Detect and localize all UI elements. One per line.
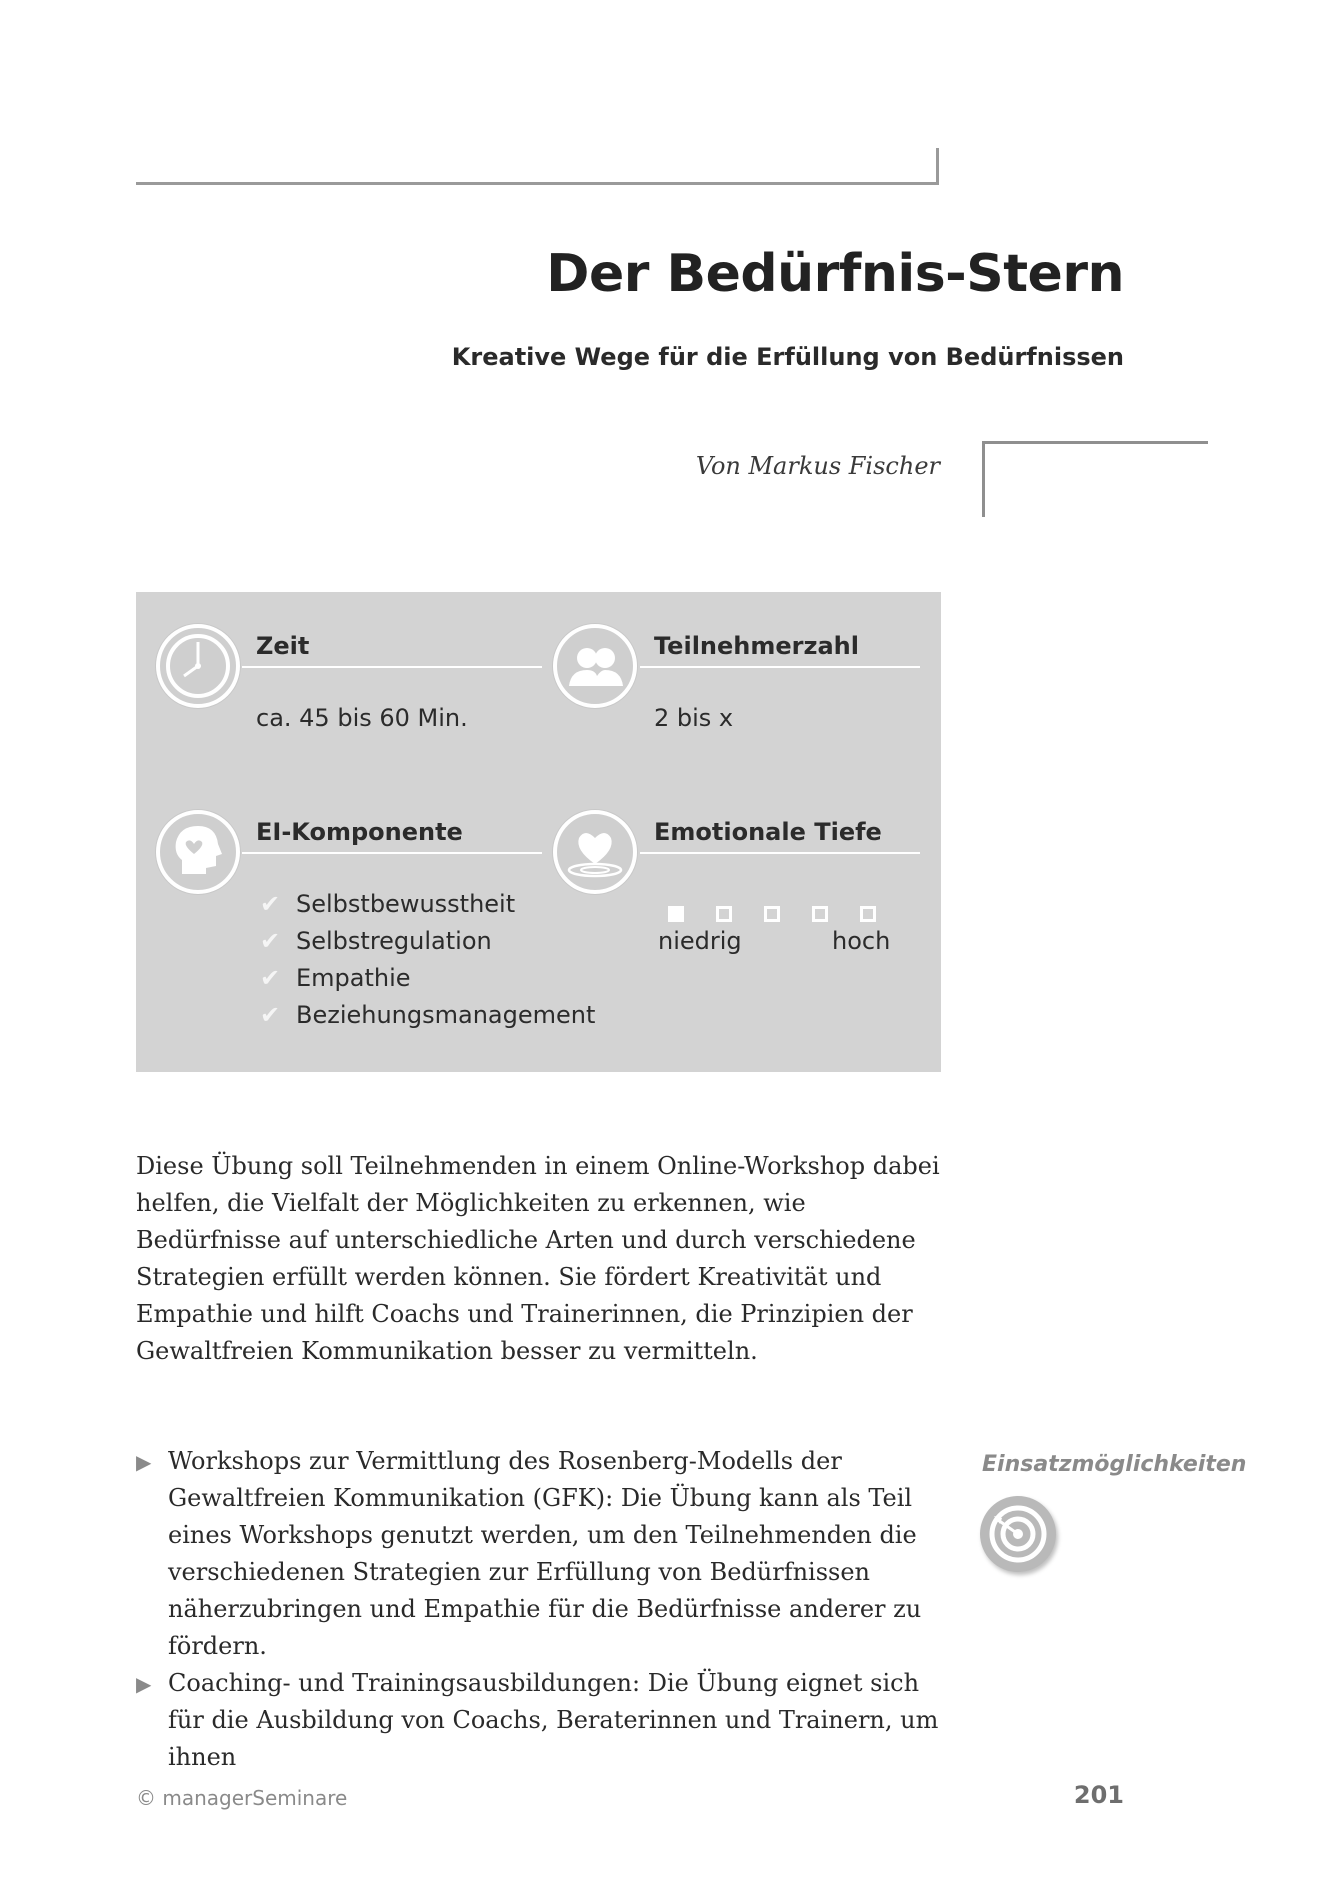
ei-item: ✔ Selbstbewusstheit (260, 890, 516, 918)
zeit-label: Zeit (256, 632, 310, 660)
triangle-bullet-icon: ▶ (136, 1450, 152, 1474)
depth-square-empty (716, 906, 732, 922)
scale-low-label: niedrig (658, 927, 742, 955)
zeit-underline (242, 666, 542, 668)
check-icon: ✔ (260, 1001, 281, 1029)
author-bracket-horizontal (982, 441, 1208, 444)
check-icon: ✔ (260, 964, 281, 992)
list-item (136, 1665, 956, 1776)
einsatz-side-label: Einsatzmöglichkeiten (982, 1452, 1247, 1477)
ei-label: EI-Komponente (256, 818, 463, 846)
target-icon (980, 1496, 1056, 1572)
footer-copyright: © managerSeminare (136, 1786, 348, 1810)
check-icon: ✔ (260, 927, 281, 955)
page-title: Der Bedürfnis-Stern (546, 244, 1124, 304)
tiefe-label: Emotionale Tiefe (654, 818, 882, 846)
check-icon: ✔ (260, 890, 281, 918)
bullet-text: Workshops zur Vermittlung des Rosenberg-Modells der Gewaltfreien Kommunikation (GFK): Die Übung kann als Teil eines Workshops genutzt werden, um den Teilnehmenden die verschiedenen Strategien zur Erfüllung von Bedürfnissen näherzubringen und Empathie für die Bedürfnisse anderer zu fördern. (168, 1447, 922, 1660)
zeit-value: ca. 45 bis 60 Min. (256, 704, 468, 732)
depth-square-filled (668, 906, 684, 922)
scale-high-label: hoch (832, 927, 891, 955)
bullet-text: Coaching- und Trainingsausbildungen: Die Übung eignet sich für die Ausbildung von Coachs, Beraterinnen und Trainern, um ihnen (168, 1669, 939, 1771)
clock-icon (156, 624, 240, 708)
depth-square-empty (812, 906, 828, 922)
teilnehmer-value: 2 bis x (654, 704, 734, 732)
list-item (136, 1443, 956, 1665)
author-bracket-vertical (982, 441, 985, 517)
top-rule-tick (936, 148, 939, 185)
page-number: 201 (1073, 1781, 1124, 1809)
ei-item: ✔ Selbstregulation (260, 927, 492, 955)
ei-item: ✔ Empathie (260, 964, 411, 992)
teilnehmer-label: Teilnehmerzahl (654, 632, 859, 660)
info-box (136, 592, 941, 1072)
depth-square-empty (764, 906, 780, 922)
depth-square-empty (860, 906, 876, 922)
heart-ripple-icon (553, 810, 637, 894)
head-heart-icon (156, 810, 240, 894)
triangle-bullet-icon: ▶ (136, 1672, 152, 1696)
ei-item: ✔ Beziehungsmanagement (260, 1001, 596, 1029)
page-subtitle: Kreative Wege für die Erfüllung von Bedürfnissen (451, 343, 1124, 371)
ei-underline (242, 852, 542, 854)
intro-paragraph: Diese Übung soll Teilnehmenden in einem Online-Workshop dabei helfen, die Vielfalt der Möglichkeiten zu erkennen, wie Bedürfnisse auf unterschiedliche Arten und durch verschiedene Strategien erfüllt werden können. Sie fördert Kreativität und Empathie und hilft Coachs und Trainerinnen, die Prinzipien der Gewaltfreien Kommunikation besser zu vermitteln. (136, 1152, 940, 1365)
people-icon (553, 624, 637, 708)
author-line: Von Markus Fischer (695, 452, 940, 480)
tiefe-underline (640, 852, 920, 854)
teilnehmer-underline (640, 666, 920, 668)
top-rule (136, 182, 938, 185)
